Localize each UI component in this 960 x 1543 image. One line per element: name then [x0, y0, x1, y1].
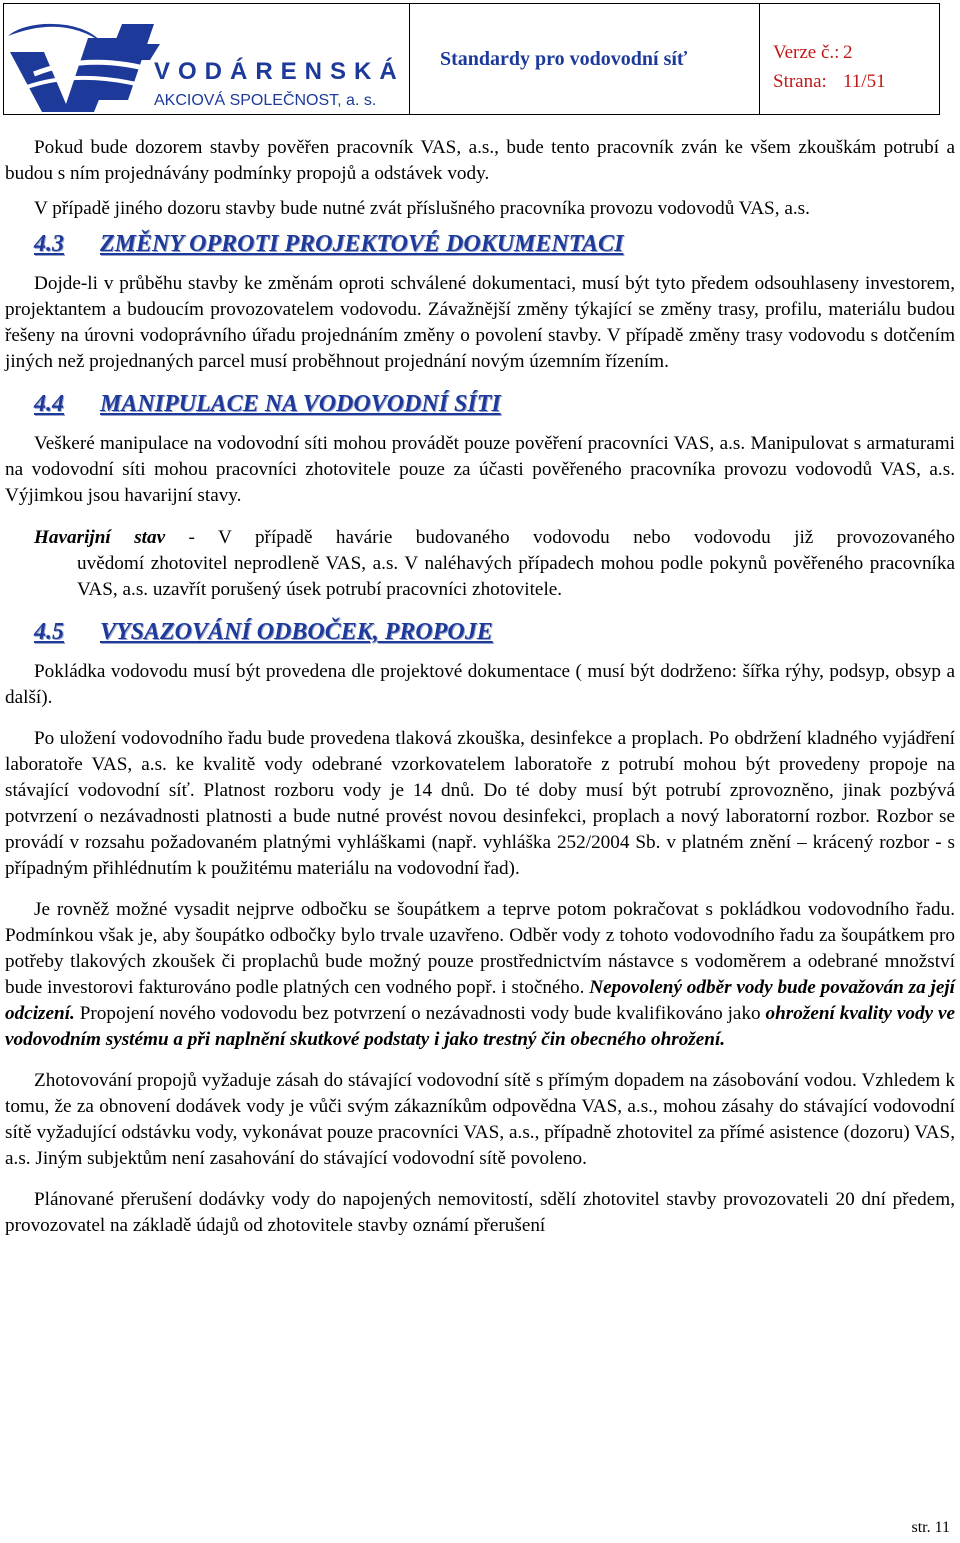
unauthorized-use-warning: Nepovolený odběr vody bude považován za její odcizení.: [5, 977, 955, 1024]
section-title: ZMĚNY OPROTI PROJEKTOVÉ DOKUMENTACI: [100, 231, 624, 257]
svg-text:AKCIOVÁ SPOLEČNOST, a. s.: AKCIOVÁ SPOLEČNOST, a. s.: [154, 92, 377, 109]
page-value: 11/51: [843, 71, 886, 92]
section-number: 4.3: [34, 231, 64, 257]
section-4-4-heading: [5, 391, 955, 417]
section-4-5-paragraph-3: Je rovněž možné vysadit nejprve odbočku se šoupátkem a teprve potom pokračovat s pokládkou vodovodního řadu. Podmínkou však je, aby šoupátko odbočky bylo trvale uzavřeno. Odběr vody z tohoto vodovodního řadu za šoupátkem pro potřeby tlakových zkoušek či proplachů bude možný pouze prostřednictvím nástavce s vodoměrem a odebrané množství bude investorovi fakturováno podle platných cen vodného popř. i stočného. Nepovolený odběr vody bude považován za její odcizení. Propojení nového vodovodu bez potvrzení o nezávadnosti vody bude kvalifikováno jako ohrožení kvality vody ve vodovodním systému a při naplnění skutkové podstaty i jako trestný čin obecného ohrožení.: [5, 899, 955, 1050]
svg-text:VODÁRENSKÁ: VODÁRENSKÁ: [154, 58, 405, 85]
section-4-3-paragraph: Dojde-li v průběhu stavby ke změnám oproti schválené dokumentaci, musí být tyto předem odsouhlaseny investorem, projektantem a budoucím provozovatelem vodovodu. Závažnější změny týkající se změny trasy, profilu, materiálu budou řešeny na úrovni vodoprávního úřadu projednáním změny o povolení stavby. V případě změny trasy vodovodu s dotčením jiných než projednaných parcel musí proběhnout projednání novým územním řízením.: [5, 273, 955, 372]
version-value: 2: [843, 42, 853, 63]
section-4-5-paragraph-1: Pokládka vodovodu musí být provedena dle projektové dokumentace ( musí být dodrženo: šířka rýhy, podsyp, obsyp a další).: [5, 661, 955, 708]
section-number: 4.4: [34, 391, 64, 417]
company-logo: [4, 4, 410, 114]
emergency-definition: [5, 525, 955, 603]
section-4-5-paragraph-2: Po uložení vodovodního řadu bude provedena tlaková zkouška, desinfekce a proplach. Po obdržení kladného vyjádření laboratoře VAS, a.s. ke kvalitě vody odebrané vzorkovatelem laboratoře z potrubí mohou být provedeny propoje na stávající vodovodní síť. Platnost rozboru vody je 14 dnů. Do té doby musí být potrubí zprovozněno, jinak pozbývá potvrzení o nezávadnosti platnosti a bude nutné provést novou desinfekci, proplach a nový laboratorní rozbor. Rozbor se provádí v rozsahu požadovaném platnými vyhláškami (např. vyhláška 252/2004 Sb. v platném znění – krácený rozbor - s případným přihlédnutím k použitému materiálu na vodovodní řad).: [5, 728, 955, 879]
section-4-5-paragraph-5: Plánované přerušení dodávky vody do napojených nemovitostí, sdělí zhotovitel stavby provozovateli 20 dní předem, provozovatel na základě údajů od zhotovitele stavby oznámí přerušení: [5, 1189, 955, 1236]
section-4-5-heading: [5, 619, 955, 645]
page-label: Strana:: [773, 71, 827, 92]
definition-term: Havarijní stav: [34, 527, 166, 548]
section-title: MANIPULACE NA VODOVODNÍ SÍTI: [100, 391, 501, 417]
water-quality-warning: ohrožení kvality vody ve vodovodním systému a při naplnění skutkové podstaty i jako trestný čin obecného ohrožení.: [5, 1003, 955, 1050]
document-meta: [760, 4, 939, 114]
page-row: [773, 67, 939, 96]
section-4-4-paragraph: Veškeré manipulace na vodovodní síti mohou provádět pouze pověření pracovníci VAS, a.s. Manipulovat s armaturami na vodovodní síti mohou pracovníci zhotovitele pouze za účasti pověřeného pracovníka provozu vodovodů VAS, a.s. Výjimkou jsou havarijní stavy.: [5, 433, 955, 506]
page-number-footer: str. 11: [911, 1519, 950, 1536]
section-title: VYSAZOVÁNÍ ODBOČEK, PROPOJE: [100, 619, 493, 645]
document-title: Standardy pro vodovodní síť: [440, 47, 688, 70]
version-row: [773, 38, 939, 67]
definition-line-1: V případě havárie budovaného vodovodu nebo vodovodu již provozovaného: [218, 527, 956, 548]
version-label: Verze č.:: [773, 42, 840, 63]
definition-continuation: uvědomí zhotovitel neprodleně VAS, a.s. V naléhavých případech mohou podle pokynů pověřeného pracovníka VAS, a.s. uzavřít porušený úsek potrubí pracovníci zhotovitele.: [77, 553, 955, 600]
document-title-cell: [410, 4, 760, 114]
vas-logo-icon: [4, 4, 408, 114]
intro-paragraph-2: V případě jiného dozoru stavby bude nutné zvát příslušného pracovníka provozu vodovodů VAS, a.s.: [34, 198, 810, 219]
definition-first-line: Havarijní stav - V případě havárie budovaného vodovodu nebo vodovodu již provozovaného: [34, 527, 956, 548]
page-header: [3, 3, 940, 115]
intro-paragraph-1: Pokud bude dozorem stavby pověřen pracovník VAS, a.s., bude tento pracovník zván ke všem zkouškám potrubí a budou s ním projednávány podmínky propojů a odstávek vody.: [5, 137, 955, 184]
section-4-5-paragraph-4: Zhotovování propojů vyžaduje zásah do stávající vodovodní sítě s přímým dopadem na zásobování vodou. Vzhledem k tomu, že za obnovení dodávek vody je vůči svým zákazníkům odpovědna VAS, a.s., mohou zásahy do stávající vodovodní sítě vyžadující odstávku vody, vykonávat pouze pracovníci VAS, a.s., případně zhotovitel za přímé asistence (dozoru) VAS, a.s. Jiným subjektům není zasahování do stávající vodovodní sítě povoleno.: [5, 1070, 955, 1169]
document-body: [5, 135, 955, 1239]
section-number: 4.5: [34, 619, 64, 645]
section-4-3-heading: [5, 231, 955, 257]
